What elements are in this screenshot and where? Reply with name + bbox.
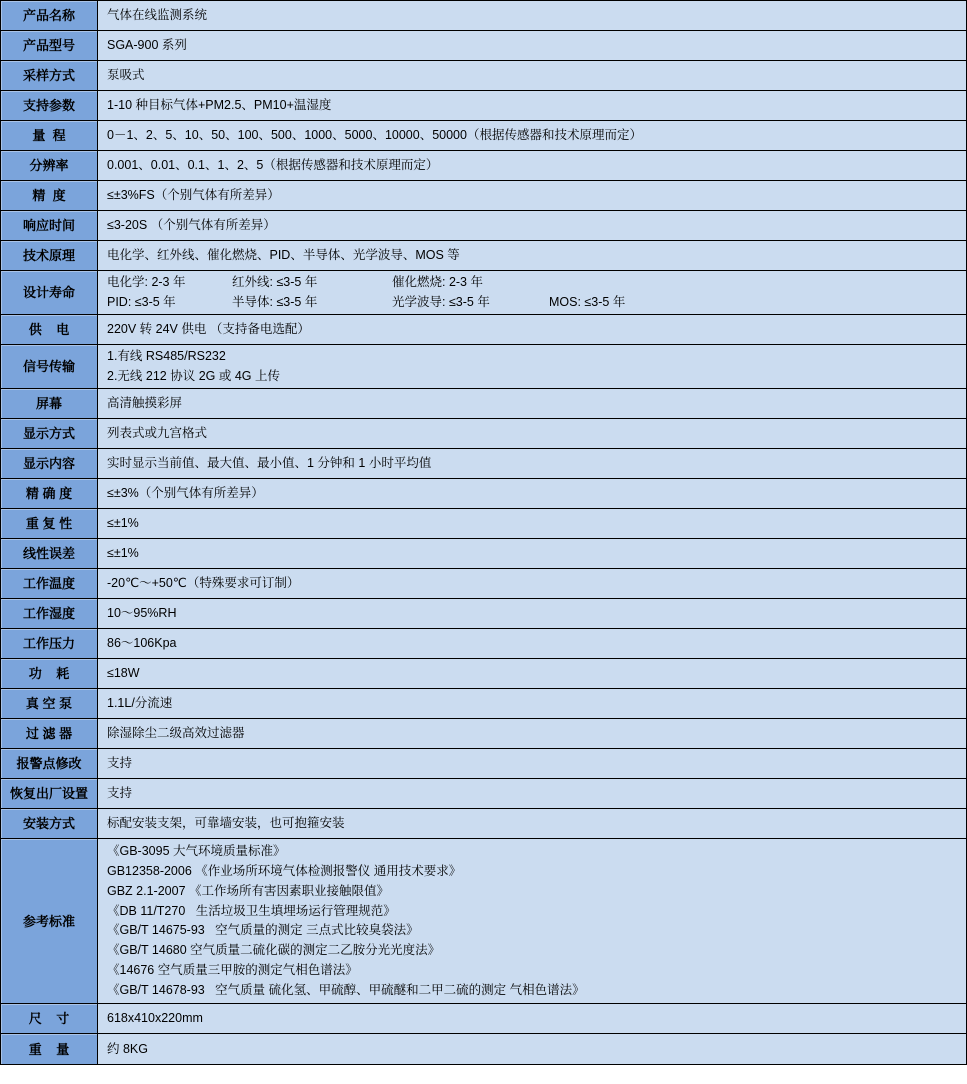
value-line: 实时显示当前值、最大值、最小值、1 分钟和 1 小时平均值	[107, 456, 432, 470]
value-line: 0－1、2、5、10、50、100、500、1000、5000、10000、50000（根据传感器和技术原理而定）	[107, 128, 642, 142]
row-label: 产品名称	[1, 1, 98, 30]
row-value	[98, 719, 966, 748]
spec-row	[1, 749, 966, 779]
spec-row	[1, 779, 966, 809]
spec-row	[1, 345, 966, 389]
spec-row	[1, 181, 966, 211]
row-value	[98, 689, 966, 718]
row-label: 参考标准	[1, 839, 98, 1003]
row-value	[98, 121, 966, 150]
value-line: SGA-900 系列	[107, 38, 187, 52]
row-value	[98, 629, 966, 658]
row-value	[98, 91, 966, 120]
row-label: 精 度	[1, 181, 98, 210]
row-label: 供 电	[1, 315, 98, 344]
row-value	[98, 61, 966, 90]
row-label: 显示内容	[1, 449, 98, 478]
row-label: 量 程	[1, 121, 98, 150]
value-line: 《GB-3095 大气环境质量标准》	[107, 843, 286, 858]
value-line: 618x410x220mm	[107, 1011, 203, 1025]
value-segment: 电化学: 2-3 年	[107, 275, 186, 290]
row-value	[98, 345, 966, 388]
row-label: 恢复出厂设置	[1, 779, 98, 808]
value-line: ≤±3%FS（个别气体有所差异）	[107, 188, 280, 202]
value-line: 1-10 种目标气体+PM2.5、PM10+温湿度	[107, 98, 332, 112]
spec-row	[1, 151, 966, 181]
row-value	[98, 569, 966, 598]
spec-row	[1, 211, 966, 241]
row-label: 工作温度	[1, 569, 98, 598]
row-label: 分辨率	[1, 151, 98, 180]
value-line: 《14676 空气质量三甲胺的测定气相色谱法》	[107, 963, 358, 978]
value-line: 除湿除尘二级高效过滤器	[107, 726, 245, 740]
value-line: 气体在线监测系统	[107, 8, 208, 22]
value-segment: 半导体: ≤3-5 年	[232, 294, 318, 309]
value-segment: 光学波导: ≤3-5 年	[392, 294, 490, 309]
row-label: 重 复 性	[1, 509, 98, 538]
spec-row	[1, 509, 966, 539]
row-label: 重 量	[1, 1034, 98, 1064]
spec-row	[1, 31, 966, 61]
value-line: 支持	[107, 756, 133, 770]
row-label: 过 滤 器	[1, 719, 98, 748]
spec-row	[1, 839, 966, 1004]
value-line: 1.1L/分流速	[107, 696, 173, 710]
row-label: 线性误差	[1, 539, 98, 568]
value-segment: 催化燃烧: 2-3 年	[392, 275, 483, 290]
value-line: ≤3-20S （个别气体有所差异）	[107, 218, 276, 232]
row-value	[98, 539, 966, 568]
row-value	[98, 241, 966, 270]
value-line: 《GB/T 14675-93 空气质量的测定 三点式比较臭袋法》	[107, 923, 419, 938]
row-label: 精 确 度	[1, 479, 98, 508]
row-value	[98, 779, 966, 808]
spec-row	[1, 61, 966, 91]
value-line: 《DB 11/T270 生活垃圾卫生填埋场运行管理规范》	[107, 903, 396, 918]
row-value	[98, 659, 966, 688]
value-line: 2.无线 212 协议 2G 或 4G 上传	[107, 368, 280, 383]
value-line: GBZ 2.1-2007 《工作场所有害因素职业接触限值》	[107, 883, 389, 898]
row-value	[98, 509, 966, 538]
value-line: 电化学、红外线、催化燃烧、PID、半导体、光学波导、MOS 等	[107, 248, 460, 262]
row-label: 显示方式	[1, 419, 98, 448]
spec-row	[1, 1034, 966, 1064]
row-label: 功 耗	[1, 659, 98, 688]
row-label: 技术原理	[1, 241, 98, 270]
value-line: 0.001、0.01、0.1、1、2、5（根据传感器和技术原理而定）	[107, 158, 439, 172]
spec-row	[1, 389, 966, 419]
value-line	[107, 275, 962, 290]
spec-row	[1, 1, 966, 31]
row-value	[98, 479, 966, 508]
row-value	[98, 31, 966, 60]
value-line: ≤18W	[107, 666, 140, 680]
spec-row	[1, 689, 966, 719]
row-value	[98, 419, 966, 448]
value-line: 220V 转 24V 供电 （支持备电选配）	[107, 322, 310, 336]
value-line: ≤±1%	[107, 546, 139, 560]
spec-row	[1, 91, 966, 121]
row-label: 屏幕	[1, 389, 98, 418]
value-segment: MOS: ≤3-5 年	[549, 294, 626, 309]
row-label: 尺 寸	[1, 1004, 98, 1033]
row-label: 采样方式	[1, 61, 98, 90]
row-label: 工作压力	[1, 629, 98, 658]
value-line: 86～106Kpa	[107, 636, 177, 650]
spec-row	[1, 315, 966, 345]
spec-row	[1, 659, 966, 689]
value-line: 标配安装支架，可靠墙安装，也可抱箍安装	[107, 816, 345, 830]
spec-row	[1, 809, 966, 839]
value-line: 约 8KG	[107, 1041, 148, 1056]
value-line: 10～95%RH	[107, 606, 177, 620]
value-line: 1.有线 RS485/RS232	[107, 349, 226, 364]
row-value	[98, 211, 966, 240]
row-value	[98, 151, 966, 180]
spec-row	[1, 449, 966, 479]
value-line: ≤±1%	[107, 516, 139, 530]
spec-row	[1, 241, 966, 271]
row-value	[98, 449, 966, 478]
row-label: 报警点修改	[1, 749, 98, 778]
spec-row	[1, 1004, 966, 1034]
spec-row	[1, 479, 966, 509]
value-line: GB12358-2006 《作业场所环境气体检测报警仪 通用技术要求》	[107, 863, 462, 878]
value-line: 支持	[107, 786, 133, 800]
row-value	[98, 1034, 966, 1064]
value-segment: PID: ≤3-5 年	[107, 294, 176, 309]
value-line: 列表式或九宫格式	[107, 426, 208, 440]
spec-row	[1, 121, 966, 151]
row-value	[98, 315, 966, 344]
row-value	[98, 389, 966, 418]
spec-row	[1, 271, 966, 315]
row-label: 产品型号	[1, 31, 98, 60]
row-value	[98, 839, 966, 1003]
row-value	[98, 599, 966, 628]
row-value	[98, 1004, 966, 1033]
spec-row	[1, 569, 966, 599]
value-line: -20℃～+50℃（特殊要求可订制）	[107, 576, 300, 590]
spec-row	[1, 539, 966, 569]
row-value	[98, 271, 966, 314]
value-line: 《GB/T 14678-93 空气质量 硫化氢、甲硫醇、甲硫醚和二甲二硫的测定 气相色谱法》	[107, 983, 585, 997]
row-value	[98, 749, 966, 778]
row-value	[98, 809, 966, 838]
row-label: 信号传输	[1, 345, 98, 388]
row-value	[98, 1, 966, 30]
row-label: 真 空 泵	[1, 689, 98, 718]
row-value	[98, 181, 966, 210]
row-label: 工作湿度	[1, 599, 98, 628]
value-line	[107, 295, 962, 310]
value-segment: 红外线: ≤3-5 年	[232, 275, 318, 290]
value-line: 泵吸式	[107, 68, 145, 82]
spec-row	[1, 719, 966, 749]
value-line: 《GB/T 14680 空气质量二硫化碳的测定二乙胺分光光度法》	[107, 943, 441, 958]
row-label: 安装方式	[1, 809, 98, 838]
row-label: 响应时间	[1, 211, 98, 240]
value-line: 高清触摸彩屏	[107, 396, 183, 410]
spec-row	[1, 599, 966, 629]
spec-row	[1, 419, 966, 449]
row-label: 设计寿命	[1, 271, 98, 314]
spec-row	[1, 629, 966, 659]
row-label: 支持参数	[1, 91, 98, 120]
value-line: ≤±3%（个别气体有所差异）	[107, 486, 264, 500]
